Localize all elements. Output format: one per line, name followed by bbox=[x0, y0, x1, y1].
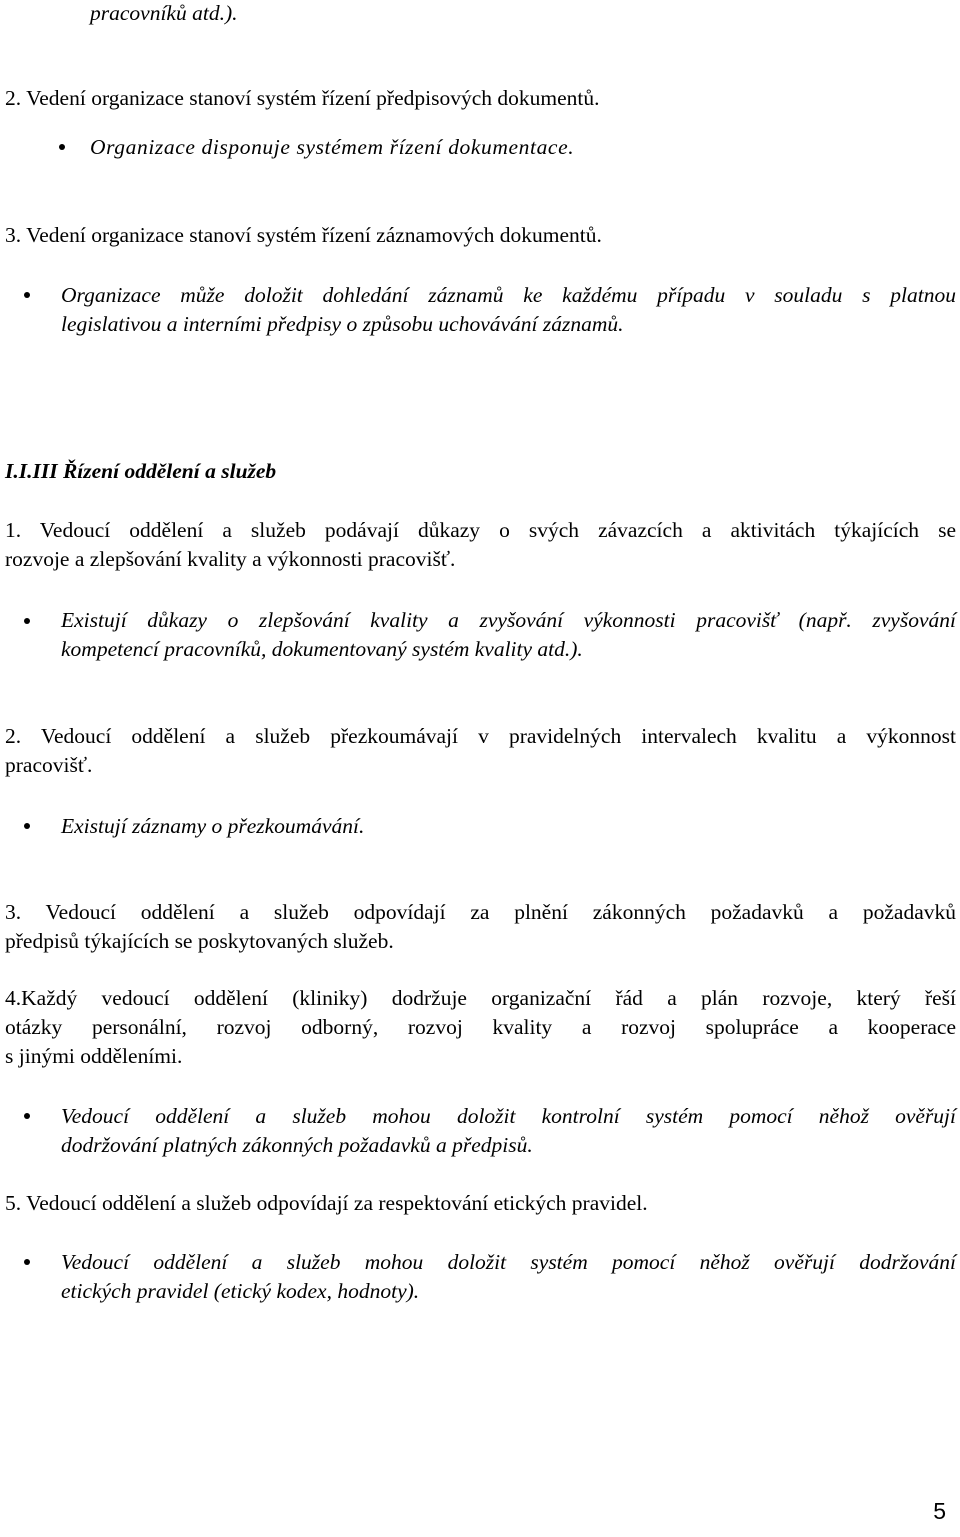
bullet-text: Organizace disponuje systémem řízení dokumentace. bbox=[90, 135, 575, 159]
paragraph-4-text: s jinými odděleními. bbox=[5, 1044, 183, 1068]
page-number: 5 bbox=[933, 1498, 946, 1524]
bullet-icon bbox=[59, 144, 65, 150]
bullet-icon bbox=[24, 823, 30, 829]
section-2-heading: 2. Vedení organizace stanoví systém řízení předpisových dokumentů. bbox=[5, 86, 600, 110]
paragraph-2-text: pracovišť. bbox=[5, 753, 93, 777]
bullet-text: Existují záznamy o přezkoumávání. bbox=[61, 814, 365, 838]
bullet-text: Existují důkazy o zlepšování kvality a zvyšování výkonnosti pracovišť (např. zvyšování bbox=[61, 608, 956, 632]
bullet-icon bbox=[24, 1259, 30, 1265]
fragment-text: pracovníků atd.). bbox=[90, 1, 238, 25]
bullet-text: Vedoucí oddělení a služeb mohou doložit systém pomocí něhož ověřují dodržování bbox=[61, 1250, 956, 1274]
bullet-text: legislativou a interními předpisy o způsobu uchovávání záznamů. bbox=[61, 312, 624, 336]
paragraph-3-text: 3. Vedoucí oddělení a služeb odpovídají za plnění zákonných požadavků a požadavků bbox=[5, 900, 956, 924]
bullet-icon bbox=[24, 618, 30, 624]
bullet-icon bbox=[24, 1113, 30, 1119]
bullet-text: kompetencí pracovníků, dokumentovaný systém kvality atd.). bbox=[61, 637, 583, 661]
bullet-text: dodržování platných zákonných požadavků a předpisů. bbox=[61, 1133, 533, 1157]
section-3-heading: 3. Vedení organizace stanoví systém řízení záznamových dokumentů. bbox=[5, 223, 602, 247]
bullet-text: Organizace může doložit dohledání záznamů ke každému případu v souladu s platnou bbox=[61, 283, 956, 307]
paragraph-1-text: 1. Vedoucí oddělení a služeb podávají důkazy o svých závazcích a aktivitách týkajících se bbox=[5, 518, 956, 542]
paragraph-4-text: otázky personální, rozvoj odborný, rozvoj kvality a rozvoj spolupráce a kooperace bbox=[5, 1015, 956, 1039]
section-title: I.I.III Řízení oddělení a služeb bbox=[5, 459, 277, 483]
paragraph-2-text: 2. Vedoucí oddělení a služeb přezkoumávají v pravidelných intervalech kvalitu a výkonnost bbox=[5, 724, 956, 748]
bullet-icon bbox=[24, 292, 30, 298]
bullet-text: etických pravidel (etický kodex, hodnoty). bbox=[61, 1279, 420, 1303]
paragraph-4-text: 4.Každý vedoucí oddělení (kliniky) dodržuje organizační řád a plán rozvoje, který řeší bbox=[5, 986, 956, 1010]
bullet-text: Vedoucí oddělení a služeb mohou doložit kontrolní systém pomocí něhož ověřují bbox=[61, 1104, 956, 1128]
paragraph-1-text: rozvoje a zlepšování kvality a výkonnosti pracovišť. bbox=[5, 547, 456, 571]
paragraph-5-text: 5. Vedoucí oddělení a služeb odpovídají za respektování etických pravidel. bbox=[5, 1191, 648, 1215]
paragraph-3-text: předpisů týkajících se poskytovaných služeb. bbox=[5, 929, 394, 953]
